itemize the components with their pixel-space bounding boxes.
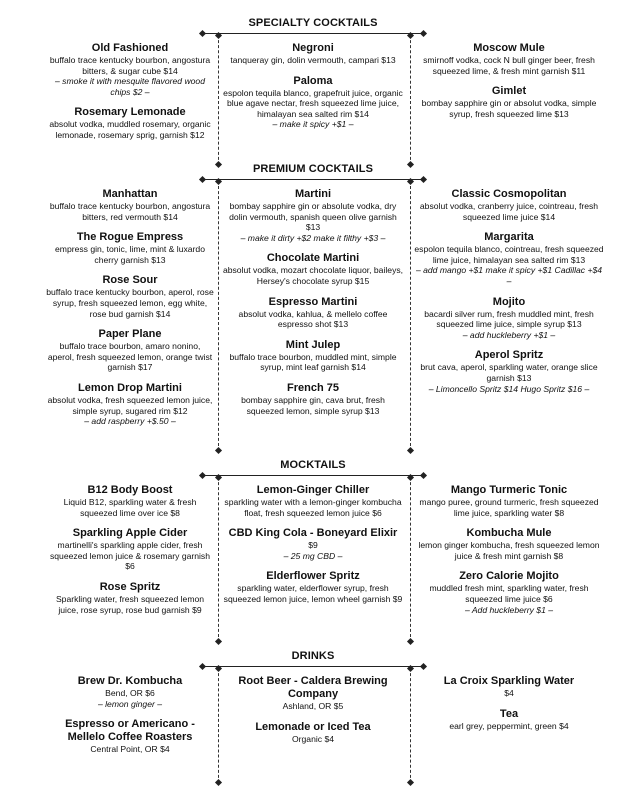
menu-item [46, 581, 214, 615]
column-right [414, 484, 604, 624]
item-name: Gimlet [491, 85, 527, 98]
column-divider [218, 35, 219, 165]
menu-item [46, 231, 214, 265]
item-description: Bend, OR $6 [105, 688, 155, 698]
item-name: Margarita [484, 231, 534, 244]
section-title: PREMIUM COCKTAILS [252, 163, 374, 175]
column-left [46, 675, 214, 764]
menu-item [414, 675, 604, 699]
item-description: sparkling water with a lemon-ginger kombucha float, fresh squeezed lemon juice $6 [224, 497, 402, 518]
column-left [46, 42, 214, 150]
item-note: – add mango +$1 make it spicy +$1 Cadillac +$4 – [415, 265, 603, 286]
item-note: – 25 mg CBD – [283, 550, 343, 561]
item-description: absolut vodka, muddled rosemary, organic lemonade, rosemary sprig, garnish $12 [49, 119, 211, 140]
item-name: Zero Calorie Mojito [459, 570, 559, 583]
item-description: bombay sapphire gin, cava brut, fresh squeezed lemon, simple syrup $13 [241, 394, 385, 416]
item-description: lemon ginger kombucha, fresh squeezed lemon juice & fresh mint garnish $8 [418, 540, 600, 561]
item-description: $9 [308, 540, 318, 551]
menu-item [46, 328, 214, 373]
item-name: Rose Spritz [99, 580, 161, 593]
item-name: Manhattan [102, 188, 158, 200]
menu-item [414, 42, 604, 76]
item-description: buffalo trace kentucky bourbon, angostura bitters, red vermouth $14 [49, 201, 211, 222]
column-divider [410, 668, 411, 783]
item-name: Elderflower Spritz [266, 570, 360, 583]
item-note: – Add huckleberry $1 – [464, 604, 554, 615]
item-description: bacardi silver rum, fresh muddled mint, fresh squeezed lime juice, simple syrup $13 [424, 308, 594, 330]
item-name: Lemon Drop Martini [78, 381, 182, 394]
menu-item [46, 274, 214, 319]
column-divider [218, 181, 219, 451]
item-description: martinelli's sparkling apple cider, fresh squeezed lemon juice & rosemary garnish $6 [49, 540, 211, 572]
column-center [222, 675, 404, 753]
item-description: bombay sapphire gin or absolute vodka, dry dolin vermouth, spanish queen olive garnish $13 [229, 201, 397, 233]
column-divider [410, 35, 411, 165]
item-name: Paloma [293, 74, 333, 87]
item-description: buffalo trace bourbon, amaro nonino, aperol, fresh squeezed lemon, orange twist garnish $17 [47, 341, 213, 373]
divider [203, 179, 423, 180]
column-divider [218, 668, 219, 783]
menu-item [46, 106, 214, 140]
item-name: Rosemary Lemonade [74, 106, 186, 119]
item-name: Mint Julep [285, 338, 341, 351]
menu-item [46, 484, 214, 518]
item-name: Lemonade or Iced Tea [255, 720, 371, 733]
item-description: empress gin, tonic, lime, mint & luxardo cherry garnish $13 [55, 244, 205, 265]
menu-item [414, 708, 604, 732]
item-name: La Croix Sparkling Water [443, 675, 575, 687]
column-right [414, 188, 604, 403]
menu-item [414, 349, 604, 394]
item-description: Organic $4 [291, 733, 335, 744]
menu-item [46, 718, 214, 755]
section-title: SPECIALTY COCKTAILS [248, 17, 378, 29]
item-description: earl grey, peppermint, green $4 [449, 720, 569, 731]
menu-item [46, 42, 214, 97]
item-description: mango puree, ground turmeric, fresh squeezed lime juice, sparkling water $8 [419, 497, 599, 518]
item-description: muddled fresh mint, sparkling water, fresh squeezed lime juice $6 [429, 583, 589, 604]
menu-item [222, 382, 404, 416]
item-name: Moscow Mule [473, 42, 545, 54]
item-description: absolut vodka, fresh squeezed lemon juice, simple syrup, sugared rim $12 [47, 394, 213, 416]
item-description: Liquid B12, sparkling water & fresh squeezed lime over ice $8 [63, 497, 197, 518]
column-left [46, 188, 214, 436]
item-note: – smoke it with mesquite flavored wood chips $2 – [55, 76, 205, 97]
item-name: Espresso or Americano - Mellelo Coffee Roasters [65, 718, 195, 744]
item-name: Rose Sour [102, 274, 158, 287]
item-name: Mojito [492, 295, 526, 308]
menu-item [414, 570, 604, 615]
menu-item [46, 527, 214, 572]
item-note: – add huckleberry +$1 – [462, 329, 556, 340]
item-name: Lemon-Ginger Chiller [256, 484, 370, 496]
item-name: Classic Cosmopolitan [451, 188, 567, 200]
item-note: – add raspberry +$.50 – [84, 416, 176, 427]
item-description: $4 [504, 688, 514, 698]
item-name: Paper Plane [98, 328, 162, 341]
item-name: Root Beer - Caldera Brewing Company [238, 675, 388, 700]
item-name: Espresso Martini [268, 295, 358, 308]
item-description: Ashland, OR $5 [282, 701, 344, 711]
column-center [222, 42, 404, 139]
item-description: espolon tequila blanco, grapefruit juice, organic blue agave nectar, fresh squeezed lime juice, himalayan sea salted rim $14 [223, 87, 403, 119]
item-description: brut cava, aperol, sparkling water, orange slice garnish $13 [420, 362, 598, 383]
column-left [46, 484, 214, 624]
item-description: Central Point, OR $4 [90, 744, 170, 755]
section-title: MOCKTAILS [280, 459, 346, 471]
item-description: absolut vodka, mozart chocolate liquor, baileys, Hersey's chocolate syrup $15 [222, 265, 404, 286]
divider [203, 33, 423, 34]
item-name: Sparkling Apple Cider [72, 527, 188, 540]
item-name: French 75 [287, 381, 339, 394]
menu-item [222, 527, 404, 561]
item-description: sparkling water, elderflower syrup, fresh squeezed lemon juice, lemon wheel garnish $9 [223, 583, 403, 604]
item-name: CBD King Cola - Boneyard Elixir [228, 527, 398, 540]
item-description: smirnoff vodka, cock N bull ginger beer, fresh squeezed lime, & fresh mint garnish $11 [423, 55, 595, 76]
section-title: DRINKS [291, 650, 335, 662]
menu-item [46, 675, 214, 709]
menu-item [46, 382, 214, 427]
item-name: B12 Body Boost [87, 484, 173, 496]
item-name: Negroni [292, 42, 334, 54]
menu-item [222, 75, 404, 130]
menu-item [222, 188, 404, 243]
menu-item [414, 484, 604, 518]
item-name: Kombucha Mule [466, 527, 552, 540]
column-right [414, 42, 604, 128]
item-name: Chocolate Martini [266, 252, 360, 265]
menu-item [414, 85, 604, 119]
item-name: Brew Dr. Kombucha [77, 675, 183, 687]
menu-item [222, 339, 404, 373]
menu-item [222, 252, 404, 286]
item-name: Old Fashioned [91, 42, 169, 54]
column-divider [218, 477, 219, 642]
menu-item [222, 675, 404, 712]
item-name: The Rogue Empress [76, 231, 184, 244]
menu-item [222, 721, 404, 745]
item-description: absolut vodka, kahlua, & mellelo coffee espresso shot $13 [238, 308, 388, 330]
item-description: buffalo trace bourbon, muddled mint, simple syrup, mint leaf garnish $14 [229, 351, 397, 373]
item-name: Tea [499, 707, 519, 720]
item-note: – make it dirty +$2 make it filthy +$3 – [240, 232, 386, 243]
column-right [414, 675, 604, 740]
menu-item [414, 188, 604, 222]
column-divider [410, 181, 411, 451]
item-description: buffalo trace kentucky bourbon, angostura bitters, & sugar cube $14 [49, 55, 211, 76]
item-name: Aperol Spritz [474, 349, 544, 362]
menu-item [222, 484, 404, 518]
item-description: absolut vodka, cranberry juice, cointreau, fresh squeezed lime juice $14 [419, 201, 599, 222]
menu-item [414, 231, 604, 286]
item-description: tanqueray gin, dolin vermouth, campari $13 [230, 55, 396, 65]
column-center [222, 188, 404, 425]
menu-item [414, 296, 604, 341]
menu-item [222, 570, 404, 604]
item-name: Martini [294, 188, 332, 200]
divider [203, 666, 423, 667]
item-description: bombay sapphire gin or absolut vodka, simple syrup, fresh squeezed lime $13 [421, 98, 597, 119]
divider [203, 475, 423, 476]
column-divider [410, 477, 411, 642]
menu-item [222, 42, 404, 66]
item-name: Mango Turmeric Tonic [450, 484, 568, 496]
menu-item [414, 527, 604, 561]
item-description: espolon tequila blanco, cointreau, fresh squeezed lime juice, himalayan sea salted rim $13 [414, 244, 604, 265]
menu-item [222, 296, 404, 330]
item-description: Sparkling water, fresh squeezed lemon juice, rose syrup, rose bud garnish $9 [55, 593, 205, 615]
item-note: – make it spicy +$1 – [272, 119, 354, 130]
item-description: buffalo trace kentucky bourbon, aperol, rose syrup, fresh squeezed lemon, egg white, rose bud garnish $14 [46, 287, 214, 319]
menu-item [46, 188, 214, 222]
item-note: – lemon ginger – [97, 698, 163, 709]
column-center [222, 484, 404, 614]
item-note: – Limoncello Spritz $14 Hugo Spritz $16 – [428, 383, 590, 394]
